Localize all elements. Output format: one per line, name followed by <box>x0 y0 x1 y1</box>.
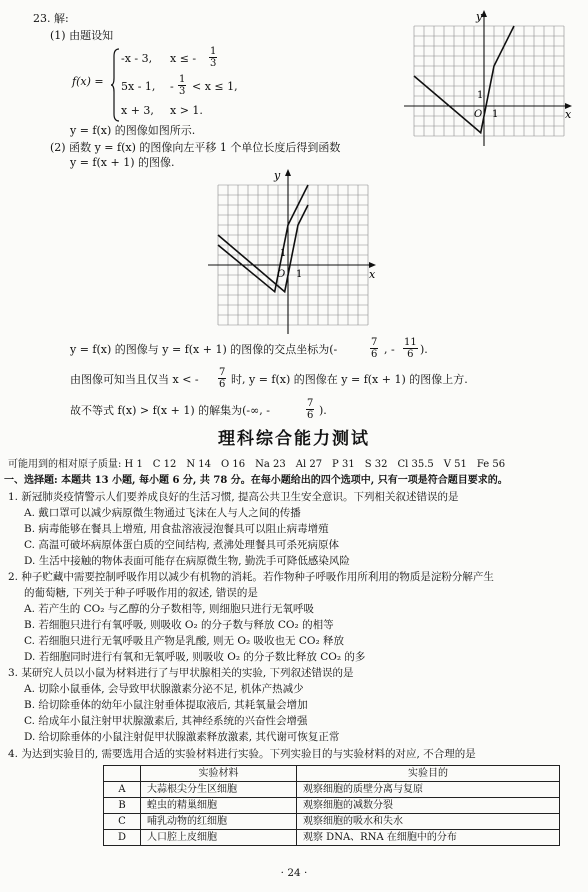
exam-title: 理科综合能力测试 <box>218 429 370 449</box>
table-row <box>104 782 560 798</box>
question-2-cont: 的葡萄糖, 下列关于种子呼吸作用的叙述, 错误的是 <box>24 587 258 599</box>
q23-heading: 23. 解: <box>33 12 69 25</box>
header-aim: 实验目的 <box>297 766 560 782</box>
q3-option-b: B. 给切除垂体的幼年小鼠注射垂体提取液后, 其耗氧量会增加 <box>24 699 308 711</box>
case3-cond: x > 1. <box>170 104 203 117</box>
row-aim: 观察细胞的减数分裂 <box>297 798 560 814</box>
q1-option-d: D. 生活中接触的物体表面可能存在病原微生物, 勤洗手可降低感染风险 <box>24 555 350 567</box>
frac-den: 3 <box>210 58 217 69</box>
q2-option-b: B. 若细胞只进行有氧呼吸, 则吸收 O₂ 的分子数与释放 CO₂ 的相等 <box>24 619 334 631</box>
frac-num: 7 <box>371 337 378 348</box>
axis-x-label: x <box>369 268 376 281</box>
solution-text: 故不等式 f(x) > f(x + 1) 的解集为(-∞, - <box>70 404 271 417</box>
intersection-text: y = f(x) 的图像与 y = f(x + 1) 的图像的交点坐标为(- <box>70 343 338 356</box>
x-tick-one: 1 <box>296 269 303 280</box>
row-key: C <box>104 814 141 830</box>
row-material: 哺乳动物的红细胞 <box>141 814 297 830</box>
axis-y-label: y <box>476 10 483 23</box>
q3-option-c: C. 给成年小鼠注射甲状腺激素后, 其神经系统的兴奋性会增强 <box>24 715 308 727</box>
piecewise-brace <box>111 48 121 122</box>
solution-end: ). <box>319 404 327 417</box>
condition-frac <box>218 367 226 390</box>
header-material: 实验材料 <box>141 766 297 782</box>
frac-num: 7 <box>219 367 226 378</box>
condition-text-end: 时, y = f(x) 的图像在 y = f(x + 1) 的图像上方. <box>231 373 468 386</box>
case2-frac <box>178 74 186 97</box>
frac-den: 6 <box>219 379 226 390</box>
row-aim: 观察 DNA、RNA 在细胞中的分布 <box>297 830 560 846</box>
atomic-masses: 可能用到的相对原子质量: H 1 C 12 N 14 O 16 Na 23 Al 27 P 31 S 32 Cl 35.5 V 51 Fe 56 <box>8 459 506 470</box>
intersection-y-frac <box>403 337 418 360</box>
section-instructions: 一、选择题: 本题共 13 小题, 每小题 6 分, 共 78 分。在每小题给出的四个选项中, 只有一项是符合题目要求的。 <box>4 475 508 486</box>
graph-fx <box>404 8 576 148</box>
axis-y-label: y <box>274 169 281 182</box>
q2-option-d: D. 若细胞同时进行有氧和无氧呼吸, 则吸收 O₂ 的分子数比释放 CO₂ 的多 <box>24 651 366 663</box>
case1-expr: -x - 3, <box>121 52 153 65</box>
q3-option-a: A. 切除小鼠垂体, 会导致甲状腺激素分泌不足, 机体产热减少 <box>24 683 304 695</box>
frac-num: 11 <box>404 337 417 348</box>
case2-expr: 5x - 1, <box>121 80 156 93</box>
y-tick-one: 1 <box>280 248 287 259</box>
q23-part2: (2) 函数 y = f(x) 的图像向左平移 1 个单位长度后得到函数 <box>50 141 341 154</box>
case1-cond: x ≤ - <box>170 52 197 65</box>
case3-expr: x + 3, <box>121 104 154 117</box>
x-tick-one: 1 <box>492 109 499 120</box>
condition-text: 由图像可知当且仅当 x < - <box>70 373 199 386</box>
case2-cond: < x ≤ 1, <box>192 80 238 93</box>
y-tick-one: 1 <box>477 90 484 101</box>
table-row <box>104 814 560 830</box>
q2-option-c: C. 若细胞只进行无氧呼吸且产物是乳酸, 则无 O₂ 吸收也无 CO₂ 释放 <box>24 635 345 647</box>
question-2: 2. 种子贮藏中需要控制呼吸作用以减少有机物的消耗。若作物种子呼吸作用所利用的物质是淀粉分解产生 <box>8 571 494 583</box>
solution-frac <box>306 398 314 421</box>
row-aim: 观察细胞的质壁分离与复原 <box>297 782 560 798</box>
frac-num: 1 <box>210 46 217 57</box>
fx-label: f(x) = <box>72 75 104 88</box>
q1-option-a: A. 戴口罩可以减少病原微生物通过飞沫在人与人之间的传播 <box>24 507 301 519</box>
frac-den: 6 <box>407 349 414 360</box>
intersection-x-frac <box>370 337 378 360</box>
table-row <box>104 798 560 814</box>
q1-option-b: B. 病毒能够在餐具上增殖, 用食盐溶液浸泡餐具可以阻止病毒增殖 <box>24 523 329 535</box>
row-aim: 观察细胞的吸水和失水 <box>297 814 560 830</box>
q1-option-c: C. 高温可破坏病原体蛋白质的空间结构, 煮沸处理餐具可杀死病原体 <box>24 539 340 551</box>
q2-option-a: A. 若产生的 CO₂ 与乙醇的分子数相等, 则细胞只进行无氧呼吸 <box>24 603 314 615</box>
row-key: D <box>104 830 141 846</box>
question-3: 3. 某研究人员以小鼠为材料进行了与甲状腺相关的实验, 下列叙述错误的是 <box>8 667 354 679</box>
table-header-row <box>104 766 560 782</box>
row-material: 人口腔上皮细胞 <box>141 830 297 846</box>
frac-num: 7 <box>307 398 314 409</box>
q23-part1: (1) 由题设知 <box>50 29 114 42</box>
row-key: B <box>104 798 141 814</box>
graph-fx-shifted <box>208 168 380 336</box>
experiment-table <box>103 765 560 846</box>
frac-den: 3 <box>179 86 186 97</box>
origin-label: O <box>474 109 483 120</box>
frac-den: 6 <box>371 349 378 360</box>
intersection-sep: , - <box>384 343 395 356</box>
page-number: · 24 · <box>280 867 308 879</box>
question-4: 4. 为达到实验目的, 需要选用合适的实验材料进行实验。下列实验目的与实验材料的对应, 不合理的是 <box>8 748 476 760</box>
case2-neg: - <box>170 80 174 93</box>
row-material: 蝗虫的精巢细胞 <box>141 798 297 814</box>
frac-den: 6 <box>307 410 314 421</box>
q3-option-d: D. 给切除垂体的小鼠注射促甲状腺激素释放激素, 其代谢可恢复正常 <box>24 731 340 743</box>
question-1: 1. 新冠肺炎疫情警示人们要养成良好的生活习惯, 提高公共卫生安全意识。下列相关叙述错误的是 <box>8 491 459 503</box>
origin-label: O <box>277 269 286 280</box>
header-key <box>104 766 141 782</box>
q23-part1-conclusion: y = f(x) 的图像如图所示. <box>70 124 196 137</box>
axis-x-label: x <box>565 108 572 121</box>
frac-num: 1 <box>179 74 186 85</box>
row-material: 大蒜根尖分生区细胞 <box>141 782 297 798</box>
intersection-end: ). <box>420 343 428 356</box>
q23-part2-b: y = f(x + 1) 的图像. <box>70 156 175 169</box>
case1-frac <box>209 46 217 69</box>
row-key: A <box>104 782 141 798</box>
table-row <box>104 830 560 846</box>
